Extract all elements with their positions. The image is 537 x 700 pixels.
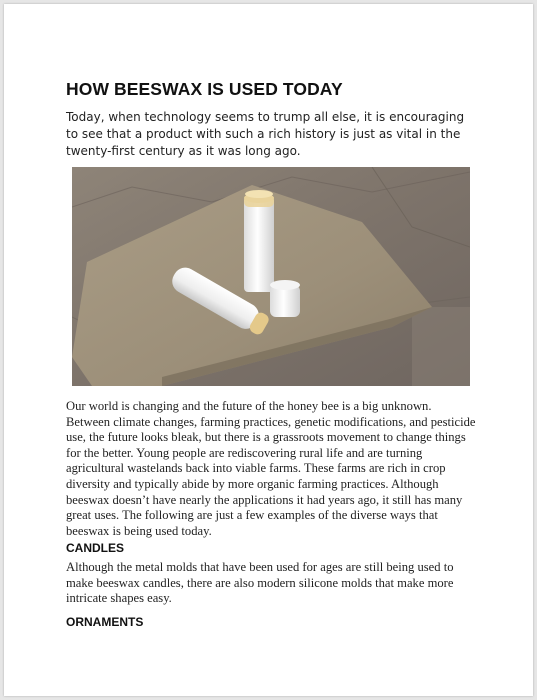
page-title: HOW BEESWAX IS USED TODAY <box>66 79 343 99</box>
section-heading-ornaments: ORNAMENTS <box>66 615 144 629</box>
section-heading-candles: CANDLES <box>66 541 125 555</box>
intro-paragraph: Today, when technology seems to trump all else, it is encouraging to see that a product with such a rich history is just as vital in the twenty-first century as it was long ago. <box>66 110 465 158</box>
document-page <box>4 4 533 696</box>
candles-paragraph: Although the metal molds that have been used for ages are still being used to make beeswax candles, there are also modern silicone molds that make more intricate shapes easy. <box>66 560 454 606</box>
page-content <box>66 78 476 629</box>
body-paragraph: Our world is changing and the future of the honey bee is a big unknown. Between climate changes, farming practices, genetic modifications, and pesticide use, the future looks bleak, but there is a grassroots movement to change things for the better. Young people are rediscovering rural life and are turning agricultural wastelands back into viable farms. These farms are rich in crop diversity and typically abide by more organic farming practices. Although beeswax doesn’t have nearly the applications it had years ago, it still has many great uses. The following are just a few examples of the diverse ways that beeswax is being used today. <box>66 399 476 538</box>
lip-balm-photo <box>72 167 470 386</box>
